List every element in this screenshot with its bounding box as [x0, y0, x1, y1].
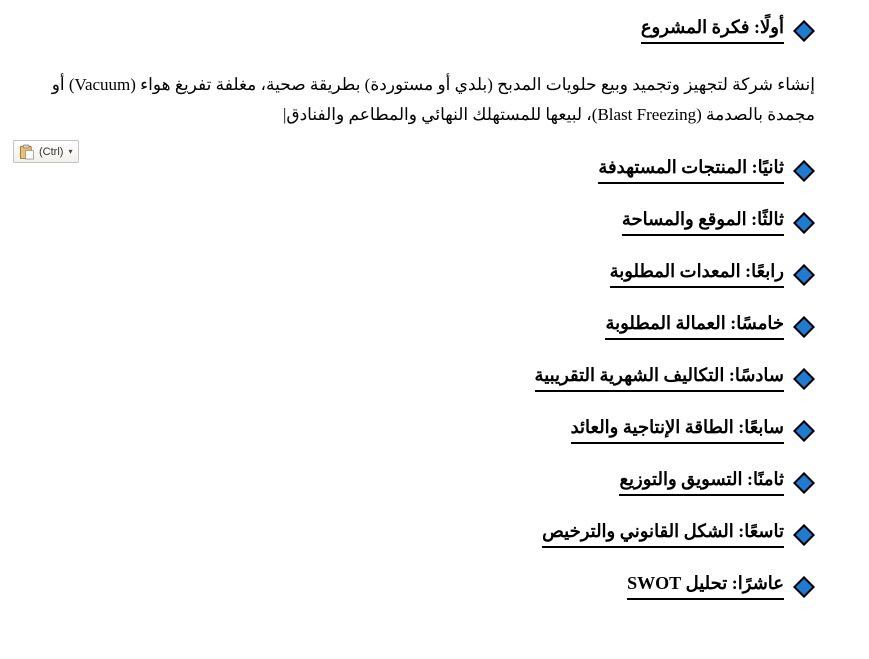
heading-text[interactable]: سادسًا: التكاليف الشهرية التقريبية [535, 363, 784, 392]
diamond-bullet-icon [793, 576, 815, 598]
heading-item [40, 570, 815, 600]
heading-item [40, 466, 815, 496]
diamond-bullet-icon [793, 160, 815, 182]
heading-item [40, 154, 815, 184]
heading-item [40, 310, 815, 340]
heading-text[interactable]: سابعًا: الطاقة الإنتاجية والعائد [571, 415, 784, 444]
heading-text[interactable]: تاسعًا: الشكل القانوني والترخيص [542, 519, 784, 548]
diamond-bullet-icon [793, 472, 815, 494]
heading-text[interactable]: أولًا: فكرة المشروع [641, 15, 784, 44]
heading-text[interactable]: خامسًا: العمالة المطلوبة [605, 311, 784, 340]
headings-list [40, 154, 815, 600]
heading-text[interactable]: ثامنًا: التسويق والتوزيع [619, 467, 784, 496]
dropdown-arrow-icon[interactable]: ▾ [68, 147, 73, 156]
intro-paragraph[interactable] [40, 70, 815, 130]
heading-item [40, 362, 815, 392]
paragraph-text: إنشاء شركة لتجهيز وتجميد وبيع حلويات المدبح (بلدي أو مستوردة) بطريقة صحية، مغلفة تفريغ هواء (Vacuum) أو مجمدة بالصدمة (Blast Freezing)، لبيعها للمستهلك النهائي والمطاعم والفنادق [51, 75, 815, 124]
heading-item [40, 206, 815, 236]
heading-text[interactable]: رابعًا: المعدات المطلوبة [610, 259, 784, 288]
diamond-bullet-icon [793, 264, 815, 286]
paste-options-button[interactable] [13, 140, 79, 163]
diamond-bullet-icon [793, 368, 815, 390]
document-edit-area[interactable] [40, 14, 815, 622]
heading-text[interactable]: ثانيًا: المنتجات المستهدفة [598, 155, 784, 184]
clipboard-paste-icon [19, 144, 35, 160]
heading-text[interactable]: ثالثًا: الموقع والمساحة [622, 207, 784, 236]
heading-text[interactable]: عاشرًا: تحليل SWOT [627, 571, 784, 600]
diamond-bullet-icon [793, 20, 815, 42]
text-cursor: | [283, 105, 287, 124]
heading-item [40, 258, 815, 288]
diamond-bullet-icon [793, 316, 815, 338]
heading-item [40, 14, 815, 44]
heading-item [40, 414, 815, 444]
diamond-bullet-icon [793, 420, 815, 442]
heading-item [40, 518, 815, 548]
diamond-bullet-icon [793, 212, 815, 234]
paste-options-label: (Ctrl) [39, 145, 64, 158]
diamond-bullet-icon [793, 524, 815, 546]
